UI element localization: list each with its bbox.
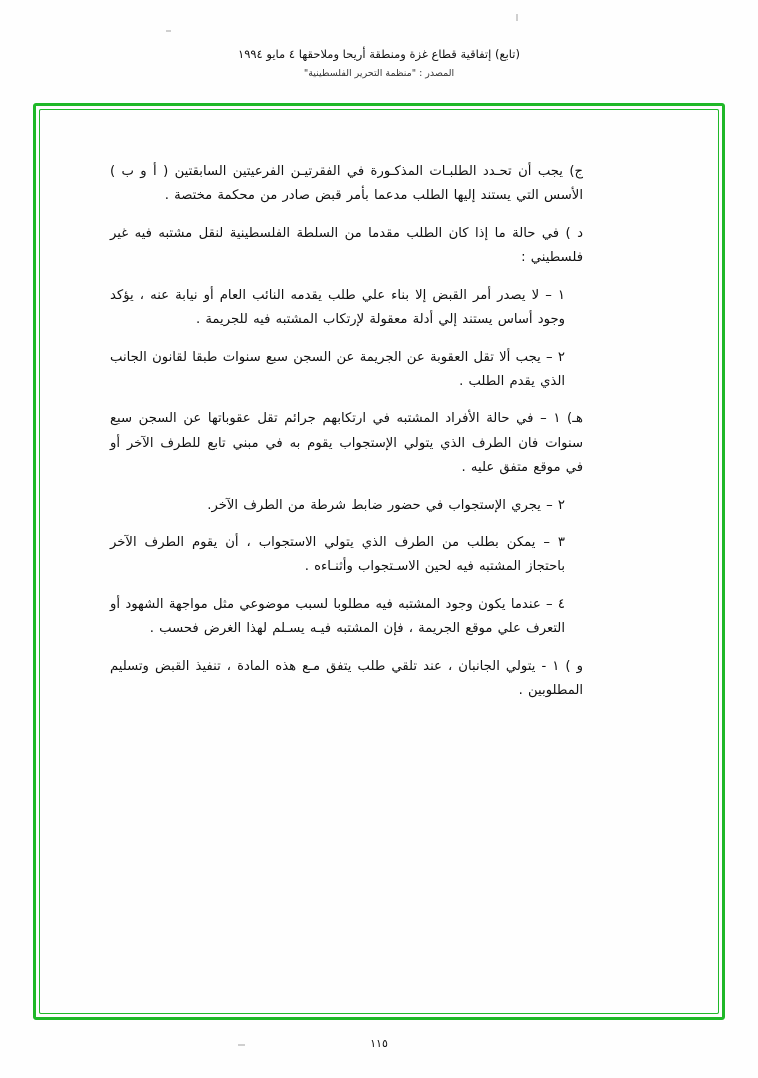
paragraph-clause-d: د ) في حالة ما إذا كان الطلب مقدما من السلطة الفلسطينية لنقل مشتبه فيه غير فلسطيني :: [110, 225, 583, 266]
page-header: [0, 46, 758, 79]
paragraph-clause-d-2: ٢ – يجب ألا تقل العقوبة عن الجريمة عن السجن سبع سنوات طبقا لقانون الجانب الذي يقدم الطلب .: [110, 349, 565, 389]
paragraph-clause-e-3: ٣ – يمكن بطلب من الطرف الذي يتولي الاستجواب ، أن يقوم الطرف الآخر باحتجاز المشتبه فيه لحين الاسـتجواب وأثنـاءه .: [110, 535, 565, 575]
header-title: (تابع) إتفاقية قطاع غزة ومنطقة أريحا وملاحقها ٤ مايو ١٩٩٤: [238, 47, 520, 61]
paragraph-clause-e-4: ٤ – عندما يكون وجود المشتبه فيه مطلوبا لسبب موضوعي مثل مواجهة الشهود أو التعرف علي موقع الجريمة ، فإن المشتبه فيـه يسـلم لهذا الغرض فحسب .: [110, 596, 565, 637]
paragraph-clause-e-1: هـ) ١ – في حالة الأفراد المشتبه في ارتكابهم جرائم تقل عقوباتها عن السجن سبع سنوات فان الطرف الذي يتولي الإستجواب يقوم به في مبني تابع للطرف الآخر أو في موقع متفق عليه .: [110, 411, 584, 476]
paragraph-clause-e-2: ٢ – يجري الإستجواب في حضور ضابط شرطة من الطرف الآخر.: [207, 497, 565, 513]
paragraph-clause-w-1: و ) ١ - يتولي الجانبان ، عند تلقي طلب يتفق مـع هذه المادة ، تنفيذ القبض وتسليم المطلوبين .: [110, 658, 583, 699]
scan-artifact: [516, 14, 518, 21]
scan-artifact: [166, 30, 171, 32]
header-source: المصدر : "منظمة التحرير الفلسطينية": [303, 68, 455, 80]
document-body: [110, 160, 583, 717]
page-number: ١١٥: [370, 1037, 388, 1050]
paragraph-clause-c: ج) يجب أن تحـدد الطلبـات المذكـورة في الفقرتيـن الفرعيتين السابقتين ( أ و ب ) الأسس التي يستند إليها الطلب مدعما بأمر قبض صادر من محكمة مختصة .: [110, 164, 583, 204]
paragraph-clause-d-1: ١ – لا يصدر أمر القبض إلا بناء علي طلب يقدمه النائب العام أو نيابة عنه ، يؤكد وجود أساس يستند إلي أدلة معقولة لإرتكاب المشتبه فيه للجريمة .: [110, 287, 565, 328]
